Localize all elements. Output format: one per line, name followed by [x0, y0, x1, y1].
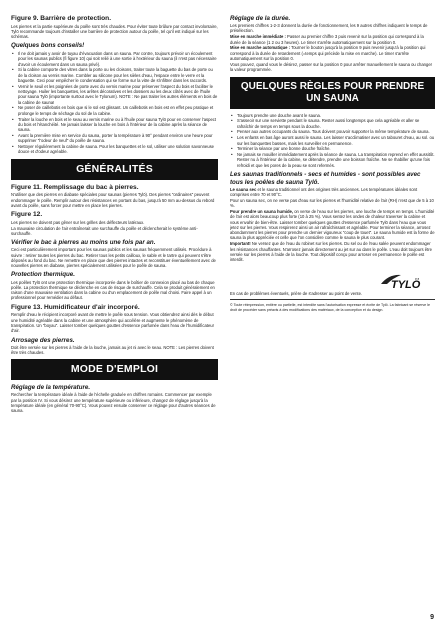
bullet-icon: • [231, 146, 233, 152]
reglage-duree-text-1: Les premiers chiffres 1-2-3 donnent la durée de fonctionnement, les 9 autres chiffres indiquent le temps de présélection. [230, 23, 428, 34]
conseils-list [11, 51, 218, 155]
types-title: Les saunas traditionnels - secs et humides - sont possibles avec tous les poêles de sauna Tylö. [230, 171, 421, 186]
regles-banner: QUELQUES RÈGLES POUR PRENDRE UN SAUNA [230, 77, 435, 109]
types-p3: Pour prendre un sauna humide, on verse de l'eau sur les pierres, une louche de temps en temps. L'humidité de l'air est alors beaucoup plus forte (10 à 25 %). Vous sentez les ondes de chaleur traverser la cabine et vous envahir de bien-être. Laisser tomber quelques gouttes d'essence parfumée Tylö dans l'eau que vous jetez sur les pierres. Vous respirerez ainsi un air rafraîchissant et agréable. Pour terminer la séance, arrosez abondamment les pierres pour prendre un dernier vigoureux "coup de touet". Le sauna humide est la forme de sauna la plus appréciée et celle que l'on considère comme le sauna le plus courant. [230, 208, 435, 241]
list-item: • Ne jamais se mouiller immédiatement après la séance de sauna. La transpiration reprend en effet aussitôt. Rester nu à l'intérieur de la cabine, se détendre, prendre une boisson fraîche. Ne se rhabiller qu'une fois refroidi et que les pores de la peau se sont refermés. [231, 152, 435, 168]
logo-text: TYLÖ [391, 278, 421, 291]
bullet-icon: • [231, 129, 233, 135]
logo-area [230, 269, 435, 291]
bullet-icon: • [231, 112, 233, 118]
fig9-text: Les pierres et la partie supérieure du poêle sont très chaudes. Pour éviter toute brûlure par contact involontaire, Tylö recommande toujours d'installer une barrière de protection autour du poêle, tel qu'il est indiqué sur les schémas. [11, 23, 218, 40]
fig11-title: Figure 11. Remplissage du bac à pierres. [11, 183, 139, 191]
tylo-logo-icon [375, 269, 429, 291]
list-item: • Il ne doit jamais y avoir de tuyau d'évacuation dans un sauna. Par contre, toujours prévoir un écoulement pour les saunas publics (fi figure 10) qui soit relié à une sortie à l'extérieur du sauna (il n'est pas nécessaire d'avoir un écoulement dans un sauna privé). [12, 50, 217, 67]
bullet-icon: • [231, 135, 233, 141]
fig9-title: Figure 9. Barrière de protection. [11, 15, 112, 22]
reglage-duree-text-3: Mise en marche automatique : Tourner le bouton jusqu'à la position 9 puis revenir jusqu'à la position qui correspond à la durée de retardement (=temps qui précède la mise en marche). Le timer s'arrête automatiquement sur la position 0. [230, 45, 426, 62]
verifier-text: Ceci est particulièrement important pour les saunas publics et les saunas fréquemment utilisés. Procédure à suivre : retirer toutes les pierres du bac. Retirer tous les petits cailloux, le sable et le tartre qui peuvent s'être déposés au fond du bac. Ne remettre en place que des pierres intactes et reconstituer éventuellement avec de nouvelles pierres en diabase, pierres spécialement utilisées pour le poêle de sauna. [11, 247, 216, 269]
regles-list [230, 113, 435, 168]
protection-title: Protection thermique. [11, 271, 75, 279]
verifier-title: Vérifier le bac à pierres au moins une fois par an. [11, 239, 156, 247]
bullet-icon: • [12, 67, 14, 73]
list-item: • Les enfants en bas âge auront aussi le sauna. Les laisser s'acclimatiser avec un tabouret d'eau, au sol. ou sur les banquettes basses, mais les surveiller en permanence. [231, 135, 435, 146]
fig13-text: Remplir d'eau le récipient incorporé avant de mettre le poêle sous tension. Vous obtiendrez ainsi dès le début une humidité agréable dans la cabine et une atmosphère qui accélère et augmente le phénomène de transpiration. Un "boyau". Laisser tomber quelques gouttes d'essence parfumée dans l'eau de l'humidificateur d'air. [11, 312, 214, 334]
left-column [11, 15, 218, 620]
list-item: • Ne poser de caillebotis en bois que si le sol est glissant. Un caillebotis en bois est en effet peu pratique et prolonge le temps de séchage du sol de la cabine. [12, 105, 214, 116]
list-item: • Avant la première mise en service du sauna, porter la température à 90° pendant environ une heure pour supprimer "l'odeur de neuf" du poêle de sauna. [12, 132, 213, 144]
bullet-icon: • [231, 152, 233, 158]
generalites-banner: GÉNÉRALITÉS [11, 159, 218, 180]
bullet-icon: • [12, 50, 14, 56]
list-item: • Toujours prendre une douche avant le sauna. [231, 112, 322, 118]
page-number: 9 [430, 614, 434, 621]
fig12-title: Figure 12. [11, 211, 43, 219]
reglage-duree-title: Réglage de la durée. [230, 15, 291, 22]
types-p1: Le sauna sec et le sauna traditionnel ont des origines très anciennes. Les températures idéales sont comprises entre 70 et 90°C. [230, 186, 418, 197]
arrosage-text: Doit être versée sur les pierres à l'aide de la louche, jamais au jet ni avec le seau. NOTE : Les pierres doivent être très chaudes. [11, 344, 214, 355]
arrosage-title: Arrosage des pierres. [11, 336, 75, 344]
protection-text: Les poêles Tylö ont une protection thermique incorporée dans le boîtier de connexion placé au bas de chaque poêle. La protection thermique se déclenche en cas de risque de surchauffe. Cela se produit généralement en raison d'une mauvaise ventilation dans la cabine ou d'un emplacement de poêle mal choisi. Faire appel à un professionnel pour remédier au défaut. [11, 279, 215, 301]
list-item: • S'asseoir sur une serviette pendant le sauna. Rester aussi longtemps que cela agréable et aller se rafraîchir de temps en temps sous la douche. [231, 118, 420, 129]
bullet-icon: • [12, 116, 14, 122]
fig12-text-1: Les pierres ne doivent pas gêner sur les grilles des déflecteurs latéraux. [11, 219, 145, 225]
fig11-text: N'utiliser que des pierres en diabase spéciales pour saunas (pierres Tylö). Des pierres "ordinaires" peuvent endommager le poêle. Remplir autour des résistances en portant du bas, jusqu'à 50 mm au-dessus du rebord avant du poêle, sans forcer pour mettre en place les pierres. [11, 192, 215, 208]
list-item: • Terminer la séance par une bonne douche fraîche. [231, 146, 331, 152]
list-item: • Nettoyer régulièrement la cabine de sauna. Pour les banquettes et le sol, utiliser une solution savonneuse douce et d'odeur agréable. [12, 144, 215, 155]
reglage-temp-title: Réglage de la température. [11, 384, 91, 392]
list-item: • Vernir le seuil et les poignées de porte avec du vernis marine pour préserver l'aspect du bois et faciliter le nettoyage. Huiler les banquettes, les arêtes décoratives et les dossiers au les deux côtés avec de l'huile pour sauna Tylö (importante surtout avec le Tylonum). NOTE : Ne pas traiter les autres éléments en bois de la cabine de sauna! [12, 83, 218, 105]
fig13-title: Figure 13. Humidificateur d'air incorporé. [11, 303, 140, 311]
mode-emploi-banner: MODE D'EMPLOI [11, 359, 218, 380]
conseils-title: Quelques bons conseils! [11, 42, 85, 50]
bullet-icon: • [12, 144, 14, 150]
reglage-temp-text: Rechercher la température idéale à l'aide de l'échelle graduée en chiffres romains. Commencer par exemple par la position IV. Si vous désirez une température supérieure ou inférieure, changez de réglage jusqu'à la température idéale (en général 70-90°C). Vous pouvez ensuite conserver ce réglage pour d'autres séances de sauna. [11, 392, 216, 414]
bullet-icon: • [12, 83, 14, 89]
reglage-duree-text-2: Mise en marche immédiate : Passer au premier chiffre 3 puis revenir sur la position qui correspond à la durée de la séance (1 2 ou 3 heures). Le timer s'arrête automatiquement sur la position 0. [230, 34, 424, 45]
right-column [230, 15, 435, 620]
fig12-text-2: La mauvaise circulation de l'air entraînerait une surchauffe du poêle et déclencherait le système anti-surchauffe. [11, 225, 198, 236]
list-item: • Si la cabine comporte des vitres dans la porte ou les cloisons, traiter toute la baguette du bas de porte ou de la cloison au vernis marine. Combler au silicone pour les sièles d'eau, l'espace entre le verre et la baguette. Ceci pour empêcher le condensation qui se forme sur la vitre de s'infiltrer dans les raccords. [12, 67, 213, 83]
copyright-text: © Toute réimpression, entière ou partielle, est interdite sans l'autorisation expresse et écrite de Tylö. La fabricant se réserve le droit de procéder sans préavis à des modifications des matériaux, de la conception et du design. [230, 303, 430, 312]
list-item: • Traiter la louche en bois et le seau au vernis marine ou à l'huile pour sauna Tylö pour en conserver l'aspect du bois et l'étanchéité. Ne jamais laisser la louche en bois à l'intérieur de la cabine après la séance de sauna. [12, 116, 217, 133]
bullet-icon: • [231, 118, 233, 124]
reglage-duree-text-4: Vous pouvez, quand vous le désirez, passer sur la position 0 pour arrêter manuellement le sauna ou changer la valeur programmée. [230, 61, 433, 73]
types-p4: Important! Ne versez que de l'eau du robinet sur les pierres. Du sel ou de l'eau salée peuvent endommager les résistances chauffantes. N'arrosez jamais directement au jet sur au dans le poêle. L'eau doit toujours être versée sur les pierres à l'aide de la louche. Tout dépositif conçu pour arroser en permanence le poêle est interdit. [230, 241, 432, 263]
types-p2: Pour un sauna sec, on ne verse pas d'eau sur les pierres et l'humidité relative de l'air (RH) n'est que de 5 à 10 %. [230, 197, 434, 209]
bullet-icon: • [12, 105, 14, 111]
bullet-icon: • [12, 132, 14, 138]
footer-divider [230, 299, 435, 300]
list-item: • Penser aux autres occupants du sauna. Tous doivent pouvoir supporter la même température de sauna. [231, 129, 430, 135]
problems-text: En cas de problèmes éventuels, prière de s'adresser au point de vente. [230, 291, 363, 297]
